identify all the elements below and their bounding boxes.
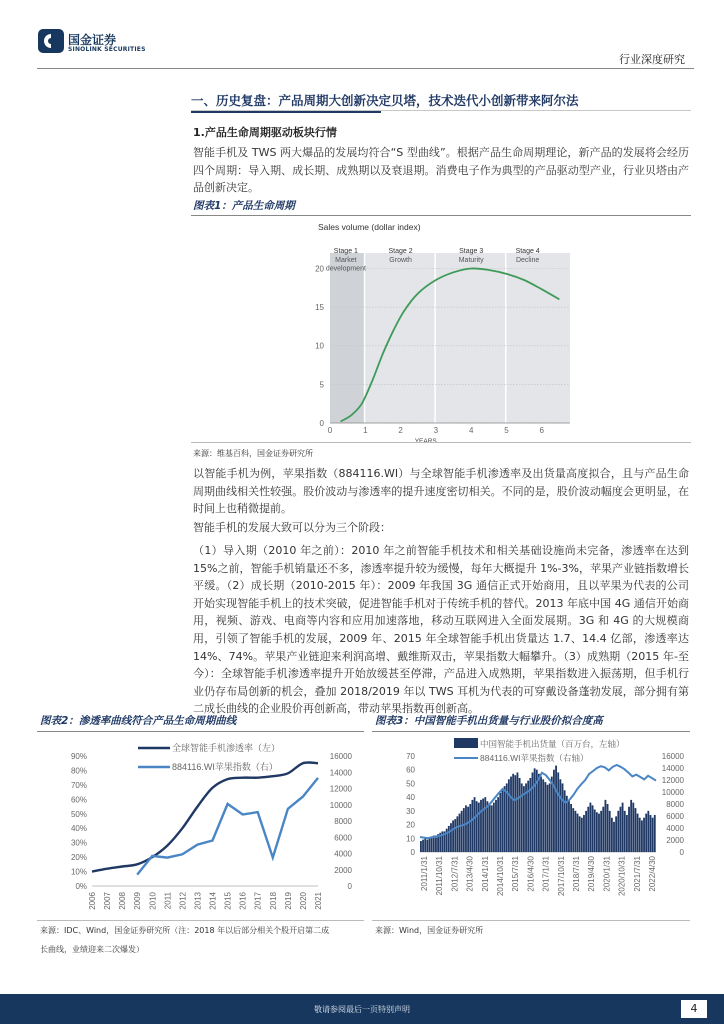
shipment-bar — [579, 816, 581, 852]
x-tick-label: 2021 — [314, 892, 323, 910]
shipment-bar — [547, 785, 549, 852]
shipment-bar — [553, 770, 555, 852]
x-tick-label: 4 — [468, 426, 474, 435]
x-tick-label: 2021/7/31 — [632, 856, 642, 892]
shipment-bar — [523, 786, 525, 852]
figure3-bottom-rule — [372, 920, 690, 921]
y-right-tick-label: 8000 — [666, 800, 684, 809]
figure2-caption: 图表2：渗透率曲线符合产品生命周期曲线 — [40, 715, 237, 727]
legend-swatch-shipments — [454, 738, 478, 748]
legend-label-apple-index: 884116.WI苹果指数（右） — [172, 762, 278, 772]
figure1-bottom-rule — [191, 442, 691, 443]
y-right-tick-label: 12000 — [661, 776, 684, 785]
y-right-tick-label: 2000 — [334, 865, 352, 875]
legend-label-shipments: 中国智能手机出货量（百万台，左轴） — [480, 739, 625, 749]
shipment-bar — [482, 799, 484, 852]
shipment-bar — [465, 805, 467, 852]
figure1-caption-rule — [191, 215, 691, 216]
shipment-bar — [540, 777, 542, 852]
shipment-bar — [645, 814, 647, 852]
y-left-tick-label: 0% — [75, 882, 87, 891]
stage-band-3 — [436, 253, 505, 423]
x-tick-label: 2012 — [178, 892, 188, 910]
shipment-bar — [643, 818, 645, 852]
x-tick-label: 2017/10/31 — [556, 856, 566, 897]
shipment-bar — [489, 804, 491, 852]
shipment-bar — [504, 786, 506, 852]
footer-disclaimer: 敬请参阅最后一页特别声明 — [314, 1005, 410, 1014]
x-tick-label: 3 — [433, 426, 439, 435]
x-tick-label: 2011/1/31 — [420, 856, 429, 891]
shipment-bar — [611, 818, 613, 852]
shipment-bar — [626, 815, 628, 852]
figure2-caption-rule — [37, 731, 364, 732]
shipment-bar — [574, 811, 576, 852]
figure3-caption-rule — [372, 731, 690, 732]
figure3-source: 来源：Wind，国金证券研究所 — [375, 926, 484, 935]
y-left-tick-label: 40 — [406, 793, 415, 803]
shipment-bar — [426, 840, 428, 852]
apple-index-line — [137, 778, 318, 875]
y-right-tick-label: 16000 — [661, 752, 684, 761]
shipment-bar — [594, 809, 596, 852]
shipment-bar — [570, 804, 572, 852]
x-tick-label: 2014/10/31 — [496, 856, 505, 897]
y-right-tick-label: 12000 — [329, 784, 352, 794]
y-right-tick-label: 2000 — [666, 836, 684, 845]
shipment-bar — [532, 772, 534, 852]
y-right-tick-label: 14000 — [661, 764, 684, 773]
paragraph-2: 以智能手机为例，苹果指数（884116.WI）与全球智能手机渗透率及出货量高度拟合，且与产品生命周期曲线相关性较强。股价波动与渗透率的提升速度密切相关。不同的是，股价波动幅度会更明显，在时间上也稍微提前。 — [193, 467, 689, 516]
shipment-bar — [429, 838, 431, 852]
stage-desc-1: development — [325, 265, 366, 273]
shipment-bar — [459, 814, 461, 852]
shipment-bar — [609, 811, 611, 852]
figure1-caption: 图表1：产品生命周期 — [193, 200, 295, 212]
shipment-bar — [615, 816, 617, 852]
shipment-bar — [613, 822, 615, 852]
x-tick-label: 2017/1/31 — [541, 856, 551, 892]
y-left-tick-label: 70 — [406, 752, 415, 761]
shipment-bar — [585, 811, 587, 852]
shipment-bar — [456, 816, 458, 852]
shipment-bar — [512, 774, 514, 852]
y-left-tick-label: 0 — [410, 848, 415, 857]
x-tick-label: 5 — [504, 426, 509, 435]
shipment-bar — [450, 823, 452, 852]
stage-band-1 — [330, 253, 364, 423]
shipment-bar — [637, 814, 639, 852]
x-tick-label: 2016/4/30 — [526, 856, 536, 892]
shipment-bar — [650, 815, 652, 852]
shipment-bar — [469, 804, 471, 852]
x-tick-label: 2020/1/31 — [602, 856, 612, 892]
shipment-bar — [654, 815, 656, 852]
y-right-tick-label: 4000 — [666, 824, 684, 833]
y-left-tick-label: 30% — [70, 838, 87, 848]
shipment-bar — [542, 779, 544, 852]
shipment-bar — [521, 783, 523, 852]
x-tick-label: 1 — [363, 426, 368, 435]
x-tick-label: 2012/7/31 — [450, 856, 460, 892]
x-tick-label: 2006 — [88, 892, 97, 910]
x-tick-label: 2014 — [208, 892, 218, 910]
shipment-bar — [474, 797, 476, 852]
y-tick-label: 5 — [319, 380, 324, 390]
figure2-chart — [40, 734, 364, 916]
shipment-bar — [493, 803, 495, 852]
shipment-bar — [652, 818, 654, 852]
shipment-bar — [431, 837, 433, 852]
shipment-bar — [508, 779, 510, 852]
figure1-chart — [300, 218, 580, 445]
x-tick-label: 2018 — [268, 892, 278, 910]
y-right-tick-label: 16000 — [329, 752, 352, 761]
shipment-bar — [551, 777, 553, 852]
shipment-bar — [519, 778, 521, 852]
x-tick-label: 6 — [539, 426, 544, 435]
y-left-tick-label: 20% — [70, 853, 87, 863]
shipment-bar — [592, 805, 594, 852]
y-right-tick-label: 0 — [347, 882, 352, 891]
y-left-tick-label: 10 — [406, 834, 415, 844]
y-left-tick-label: 50% — [70, 809, 87, 819]
shipment-bar — [617, 811, 619, 852]
shipment-bar — [487, 801, 489, 852]
shipment-bar — [476, 801, 478, 852]
figure2-bottom-rule — [37, 920, 364, 921]
company-subtitle: SINOLINK SECURITIES — [68, 46, 146, 53]
x-tick-label: 2015/7/31 — [511, 856, 521, 892]
y-left-tick-label: 40% — [70, 824, 87, 834]
x-tick-label: 2011/10/31 — [435, 856, 445, 896]
x-tick-label: 0 — [327, 426, 333, 435]
shipment-bar — [478, 803, 480, 852]
section-title: 一、历史复盘：产品周期大创新决定贝塔，技术迭代小创新带来阿尔法 — [191, 91, 691, 111]
shipment-bar — [538, 774, 540, 852]
shipment-bar — [448, 826, 450, 852]
shipment-bar — [620, 807, 622, 852]
stage-band-2 — [365, 253, 434, 423]
figure2-source-line2: 长曲线，业绩迎来二次爆发） — [40, 945, 144, 954]
shipment-bar — [581, 818, 583, 852]
shipment-bar — [577, 814, 579, 852]
x-tick-label: 2020 — [298, 892, 308, 910]
stage-name-2: Stage 2 — [388, 248, 413, 255]
shipment-bar — [587, 807, 589, 852]
report-type: 行业深度研究 — [619, 53, 685, 66]
figure3-chart — [374, 734, 690, 916]
shipment-bar — [583, 815, 585, 852]
stage-name-3: Stage 3 — [459, 248, 484, 255]
x-tick-label: 2019 — [283, 892, 293, 910]
x-tick-label: 2016 — [238, 892, 248, 910]
x-tick-label: 2013 — [193, 892, 203, 910]
shipment-bar — [495, 800, 497, 852]
stage-desc-4: Decline — [515, 257, 540, 264]
x-axis-label: YEARS — [414, 438, 437, 445]
y-left-tick-label: 90% — [70, 752, 87, 761]
shipment-bar — [622, 803, 624, 852]
shipment-bar — [572, 808, 574, 852]
y-left-tick-label: 50 — [406, 779, 415, 789]
header-divider — [37, 68, 694, 69]
y-left-tick-label: 20 — [406, 820, 415, 830]
x-tick-label: 2019/4/30 — [587, 856, 597, 892]
y-right-tick-label: 4000 — [334, 849, 352, 859]
shipment-bar — [491, 805, 493, 852]
stage-desc-1: Market — [335, 257, 357, 264]
x-tick-label: 2022/4/30 — [648, 856, 657, 892]
shipment-bar — [632, 803, 634, 852]
y-right-tick-label: 14000 — [329, 768, 352, 778]
y-tick-label: 10 — [315, 341, 324, 351]
shipment-bar — [517, 772, 519, 852]
shipment-bar — [559, 779, 561, 852]
figure1-title: Sales volume (dollar index) — [318, 222, 421, 232]
shipment-bar — [598, 814, 600, 852]
paragraph-3: 智能手机的发展大致可以分为三个阶段： — [193, 521, 391, 534]
y-right-tick-label: 6000 — [666, 812, 684, 821]
y-tick-label: 0 — [319, 419, 324, 428]
x-tick-label: 2020/10/31 — [617, 856, 627, 897]
shipment-bar — [630, 800, 632, 852]
shipment-bar — [499, 793, 501, 852]
shipment-bar — [607, 804, 609, 852]
shipment-bar — [600, 811, 602, 852]
shipment-bar — [463, 808, 465, 852]
x-tick-label: 2010 — [148, 892, 158, 910]
shipment-bar — [564, 790, 566, 852]
shipment-bar — [628, 807, 630, 852]
shipment-bar — [452, 820, 454, 852]
legend-label-penetration: 全球智能手机渗透率（左） — [172, 743, 281, 753]
x-tick-label: 2017 — [253, 892, 263, 910]
shipment-bar — [534, 768, 536, 852]
shipment-bar — [497, 797, 499, 852]
shipment-bar — [422, 840, 424, 852]
shipment-bar — [454, 819, 456, 852]
stage-desc-2: Growth — [389, 257, 412, 264]
x-tick-label: 2 — [398, 426, 403, 435]
y-right-tick-label: 10000 — [661, 788, 684, 797]
shipment-bar — [647, 811, 649, 852]
shipment-bar — [639, 818, 641, 852]
shipment-bar — [484, 797, 486, 852]
shipment-bar — [544, 782, 546, 852]
shipment-bar — [514, 775, 516, 852]
y-left-tick-label: 70% — [70, 780, 87, 790]
shipment-bar — [549, 783, 551, 852]
sinolink-logo-icon — [38, 29, 64, 53]
shipment-bar — [562, 783, 564, 852]
shipment-bar — [420, 841, 422, 852]
shipment-bar — [635, 808, 637, 852]
shipment-bar — [555, 766, 557, 852]
stage-desc-3: Maturity — [458, 257, 484, 264]
y-tick-label: 15 — [315, 303, 324, 313]
figure2-source-line1: 来源：IDC、Wind，国金证券研究所（注：2018 年以后部分相关个股开启第二成 — [40, 926, 330, 935]
x-tick-label: 2007 — [103, 892, 113, 910]
subheading: 1.产品生命周期驱动板块行情 — [193, 126, 337, 139]
paragraph-1: 智能手机及 TWS 两大爆品的发展均符合“S 型曲线”。根据产品生命周期理论，新产品的发展将会经历四个周期：导入期、成长期、成熟期以及衰退期。消费电子作为典型的产品驱动型产业，行业贝塔由产品创新决定。 — [193, 146, 689, 195]
x-tick-label: 2008 — [118, 892, 128, 910]
shipment-bar — [566, 796, 568, 852]
shipment-bar — [602, 807, 604, 852]
y-left-tick-label: 80% — [70, 766, 87, 776]
page-number: 4 — [681, 1000, 707, 1018]
stage-name-4: Stage 4 — [515, 248, 540, 255]
shipment-bar — [480, 800, 482, 852]
x-tick-label: 2014/1/31 — [480, 856, 490, 892]
stage-band-4 — [506, 253, 570, 423]
shipment-bar — [471, 800, 473, 852]
shipment-bar — [641, 820, 643, 852]
y-tick-label: 20 — [315, 264, 324, 274]
shipment-bar — [461, 811, 463, 852]
x-tick-label: 2013/4/30 — [465, 856, 475, 892]
stage-name-1: Stage 1 — [333, 248, 358, 255]
x-tick-label: 2018/7/31 — [572, 856, 581, 892]
y-right-tick-label: 0 — [679, 848, 684, 857]
shipment-bar — [510, 777, 512, 852]
y-right-tick-label: 8000 — [334, 817, 352, 826]
shipment-bar — [589, 803, 591, 852]
x-tick-label: 2015 — [223, 892, 233, 910]
y-left-tick-label: 10% — [70, 867, 87, 877]
figure1-source: 来源：维基百科，国金证券研究所 — [193, 449, 313, 458]
y-left-tick-label: 30 — [406, 806, 415, 816]
shipment-bar — [605, 800, 607, 852]
y-left-tick-label: 60% — [70, 795, 87, 805]
y-right-tick-label: 6000 — [334, 833, 352, 843]
figure3-caption: 图表3：中国智能手机出货量与行业股价拟合度高 — [375, 715, 603, 727]
shipment-bar — [557, 772, 559, 852]
shipment-bar — [568, 800, 570, 852]
section-title-underline — [191, 111, 381, 113]
company-name: 国金证券 — [68, 33, 117, 47]
y-right-tick-label: 10000 — [329, 800, 352, 810]
paragraph-4: （1）导入期（2010 年之前）：2010 年之前智能手机技术和相关基础设施尚未完备，渗透率在达到 15%之前，智能手机销量还不多，渗透率提升较为缓慢，每年大概提升 1%-3%，苹果产业链指数增长平缓。（2）成长期（2010-2015 年）：2009 年我国 3G 通信正式开始商用，且以苹果为代表的公司开始实现智能手机上的技术突破，促进智能手机对于传统手机的替代。2013 年底中国 4G 通信开始商用，视频、游戏、电商等内容和应用加速落地，移动互联网进入全面发展期。3G 和 4G 的大规模商用，引领了智能手机的发展，2009 年、2015 年全球智能手机出货量达 1.7、14.4 亿部，渗透率达 14%、74%。苹果产业链迎来利润高增、戴维斯双击，苹果指数大幅攀升。（3）成熟期（2015 年-至今）：全球智能手机渗透率提升开始放缓甚至停滞，产品进入成熟期，苹果指数进入振荡期，但手机行业仍存布局创新的机会，叠加 2018/2019 年以 TWS 耳机为代表的可穿戴设备蓬勃发展，部分拥有第二成长曲线的企业股价再创新高，带动苹果指数再创新高。 — [193, 544, 689, 716]
shipment-bar — [624, 811, 626, 852]
x-tick-label: 2011 — [163, 892, 173, 910]
legend-label-apple-index: 884116.WI苹果指数（右轴） — [480, 753, 589, 763]
shipment-bar — [596, 812, 598, 852]
shipment-bar — [467, 807, 469, 852]
shipment-bar — [502, 790, 504, 852]
y-left-tick-label: 60 — [406, 765, 415, 775]
shipment-bar — [424, 838, 426, 852]
x-tick-label: 2009 — [133, 892, 143, 910]
